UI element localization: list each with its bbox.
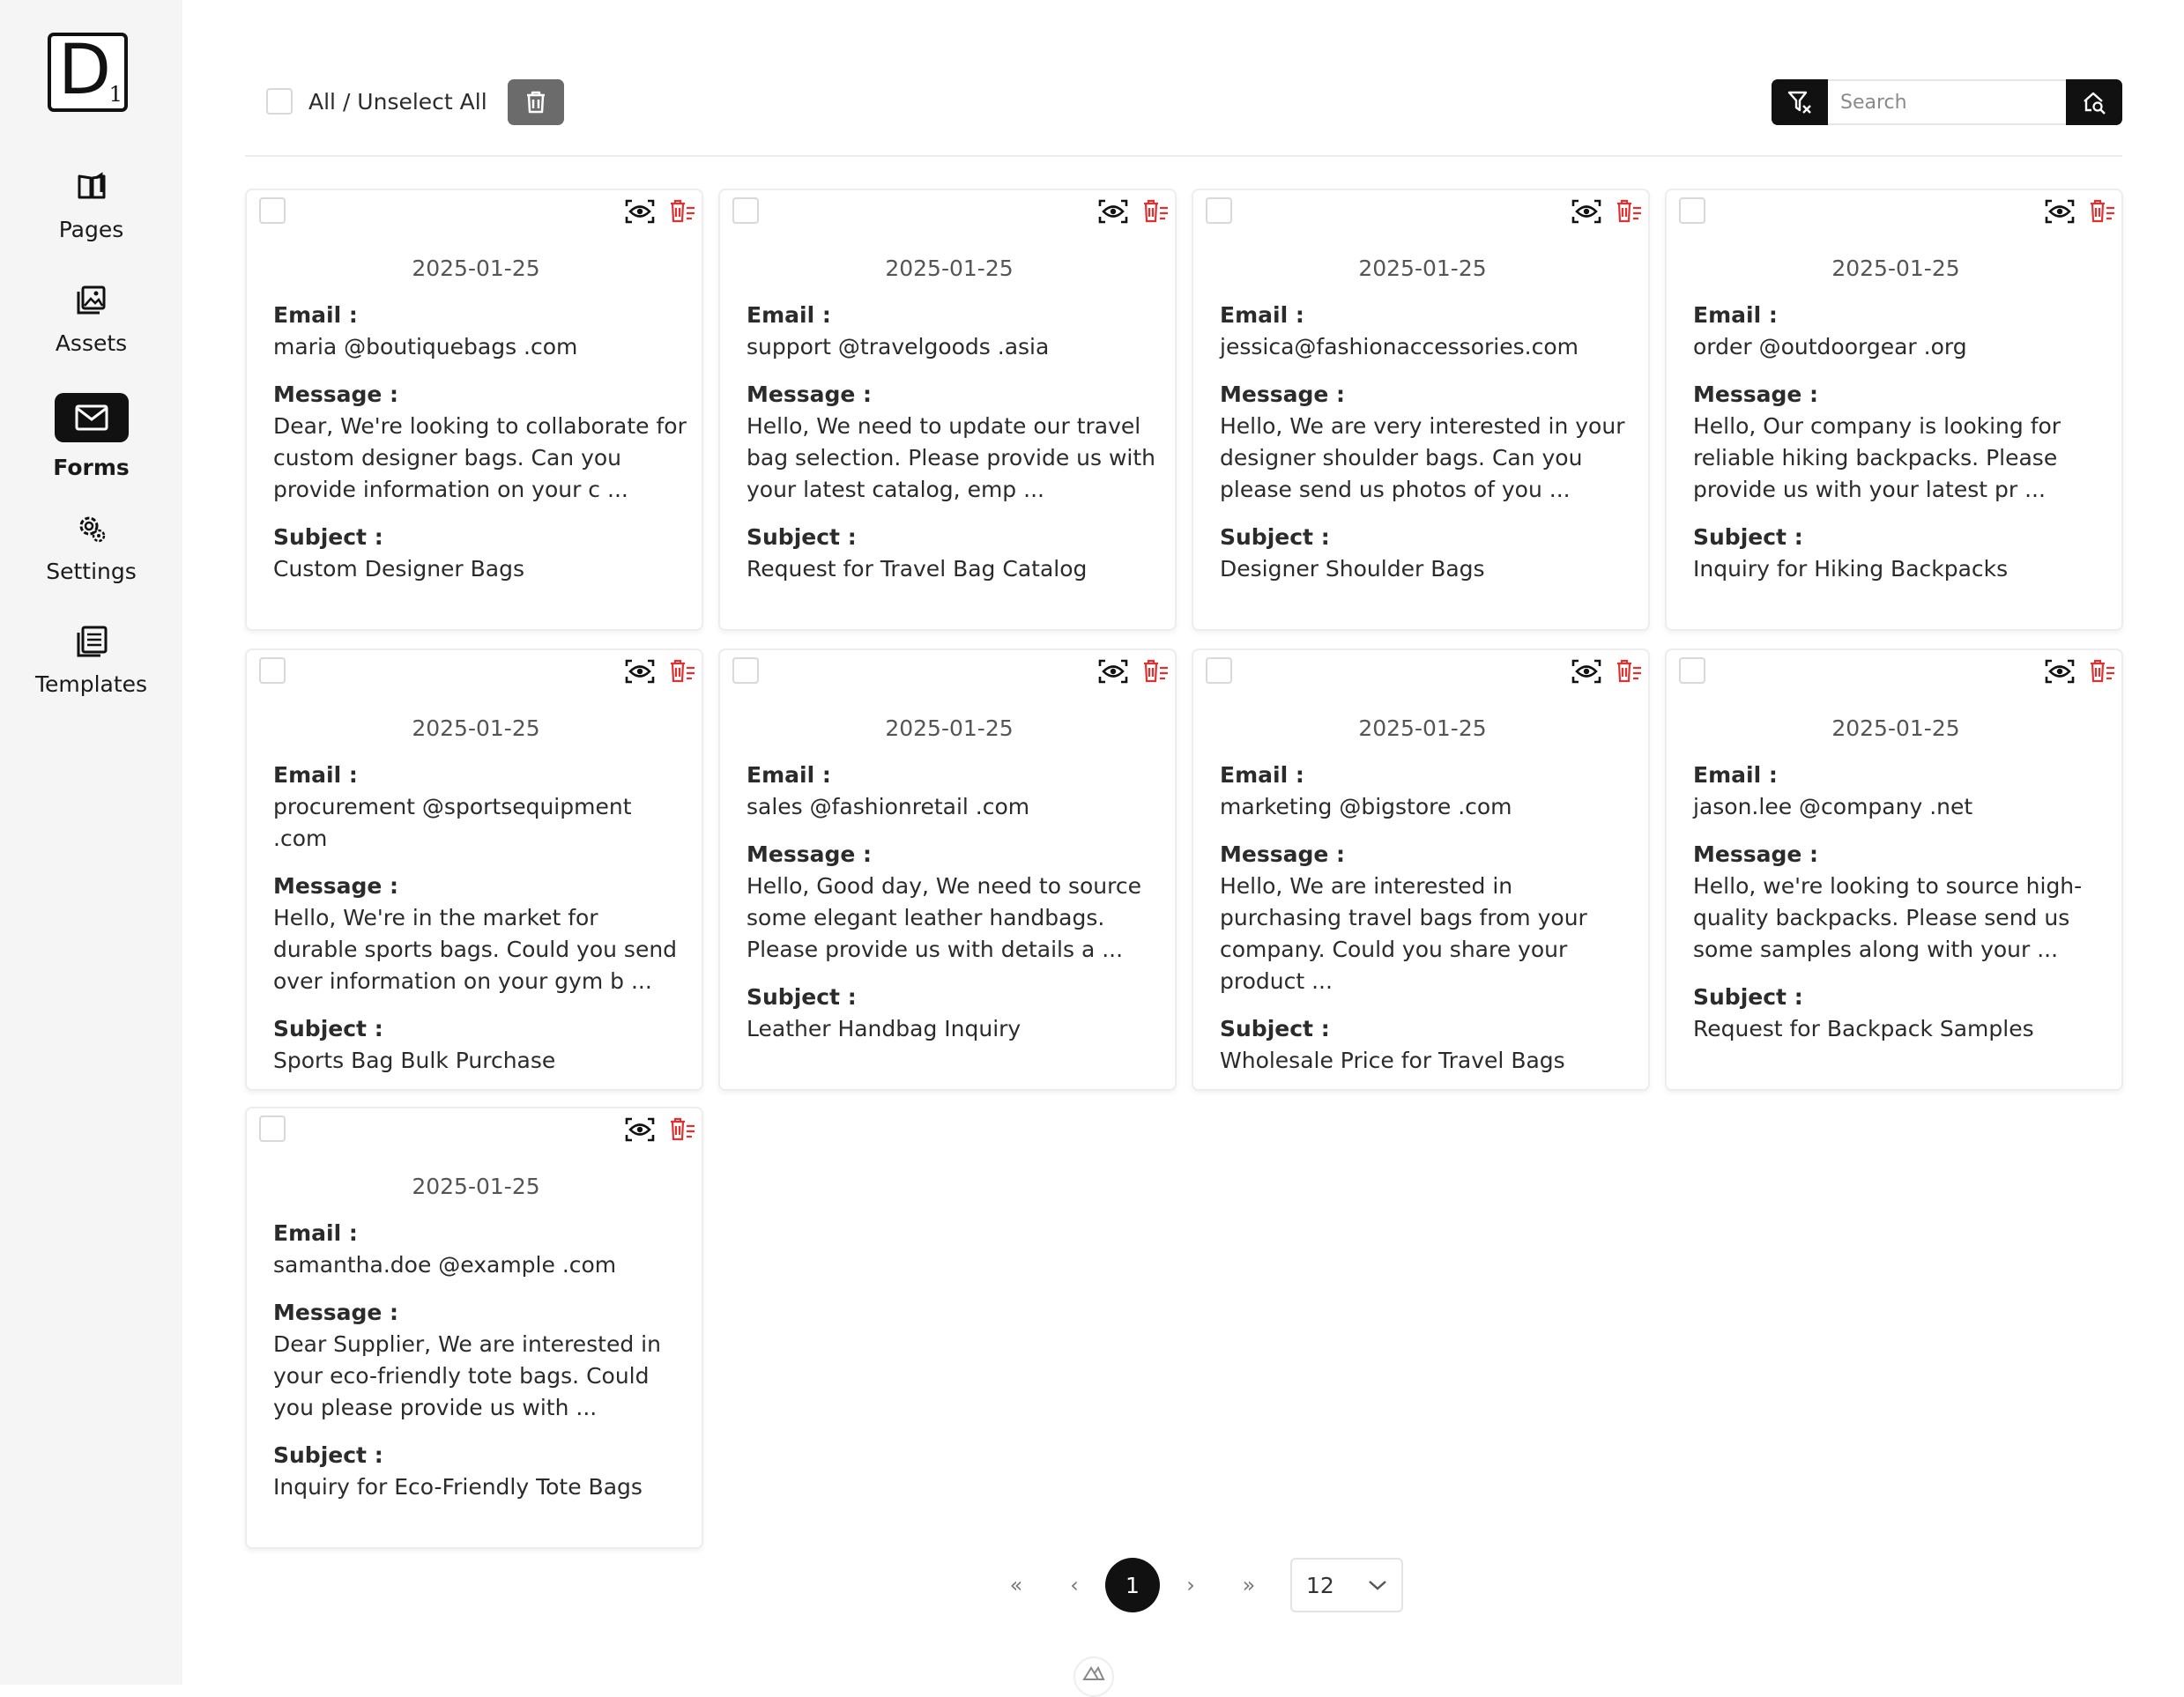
email-label: Email : [1220, 762, 1304, 788]
card-date: 2025-01-25 [1831, 256, 1960, 281]
submission-card[interactable] [718, 189, 1177, 631]
delete-icon[interactable] [2088, 197, 2116, 226]
message-label: Message : [1220, 841, 1346, 867]
card-body [747, 760, 1161, 1061]
card-subject: Sports Bag Bulk Purchase [273, 1048, 556, 1073]
email-label: Email : [273, 1220, 358, 1246]
pagination [987, 1558, 1403, 1612]
delete-icon[interactable] [1615, 657, 1643, 685]
bulk-delete-button[interactable] [508, 79, 564, 125]
view-icon[interactable] [1571, 196, 1602, 227]
card-subject: Inquiry for Hiking Backpacks [1693, 556, 2009, 582]
select-all-checkbox[interactable] [266, 88, 293, 115]
gear-icon [74, 511, 109, 546]
card-body [273, 760, 687, 1093]
next-page-button[interactable]: › [1186, 1573, 1195, 1597]
first-page-button[interactable]: « [1009, 1573, 1023, 1597]
per-page-select[interactable] [1290, 1558, 1403, 1612]
submission-card[interactable] [1665, 189, 2123, 631]
card-message: Hello, We need to update our travel bag selection. Please provide us with your latest catalog, emp ... [747, 413, 1156, 502]
card-email: maria @boutiquebags .com [273, 334, 578, 359]
subject-label: Subject : [1220, 524, 1330, 550]
card-date: 2025-01-25 [1358, 715, 1487, 741]
search-icon [2081, 89, 2107, 115]
sidebar-item-settings[interactable] [0, 511, 182, 584]
nuxt-devtools-icon[interactable] [1073, 1656, 1114, 1697]
card-body [1220, 760, 1634, 1093]
card-subject: Request for Travel Bag Catalog [747, 556, 1088, 582]
delete-icon[interactable] [1141, 657, 1170, 685]
sidebar-item-pages[interactable] [0, 169, 182, 242]
card-body [747, 300, 1161, 601]
card-date: 2025-01-25 [885, 715, 1014, 741]
card-email: marketing @bigstore .com [1220, 794, 1512, 819]
card-body [273, 1218, 687, 1519]
subject-label: Subject : [1220, 1016, 1330, 1041]
delete-icon[interactable] [2088, 657, 2116, 685]
select-all-label: All / Unselect All [308, 88, 487, 115]
filter-clear-icon [1787, 89, 1813, 115]
view-icon[interactable] [2044, 656, 2076, 687]
card-checkbox[interactable] [732, 657, 759, 684]
message-label: Message : [747, 841, 873, 867]
submission-card[interactable] [245, 1107, 703, 1549]
sidebar-item-label: Forms [53, 455, 130, 480]
subject-label: Subject : [273, 524, 383, 550]
card-checkbox[interactable] [259, 657, 286, 684]
prev-page-button[interactable]: ‹ [1070, 1573, 1079, 1597]
message-label: Message : [1220, 382, 1346, 407]
image-gallery-icon [74, 283, 109, 318]
card-date: 2025-01-25 [885, 256, 1014, 281]
submission-card[interactable] [245, 189, 703, 631]
card-email: support @travelgoods .asia [747, 334, 1050, 359]
sidebar-item-assets[interactable] [0, 283, 182, 356]
card-date: 2025-01-25 [1831, 715, 1960, 741]
clear-filter-button[interactable] [1772, 79, 1828, 125]
card-subject: Wholesale Price for Travel Bags [1220, 1048, 1565, 1073]
card-email: order @outdoorgear .org [1693, 334, 1967, 359]
card-date: 2025-01-25 [412, 256, 540, 281]
document-list-icon [74, 624, 109, 659]
card-subject: Designer Shoulder Bags [1220, 556, 1485, 582]
subject-label: Subject : [273, 1442, 383, 1468]
submission-card[interactable] [1665, 648, 2123, 1091]
card-email: samantha.doe @example .com [273, 1252, 617, 1278]
sidebar-item-label: Templates [34, 671, 148, 697]
subject-label: Subject : [273, 1016, 383, 1041]
message-label: Message : [273, 1300, 399, 1325]
search-button[interactable] [2066, 79, 2122, 125]
delete-icon[interactable] [668, 1115, 696, 1144]
delete-icon[interactable] [668, 657, 696, 685]
message-label: Message : [273, 382, 399, 407]
card-body [273, 300, 687, 601]
subject-label: Subject : [747, 524, 857, 550]
card-checkbox[interactable] [259, 1115, 286, 1142]
sidebar-item-forms[interactable] [0, 393, 182, 480]
card-message: Hello, We're in the market for durable sports bags. Could you send over information on your gym b ... [273, 905, 678, 994]
email-label: Email : [747, 762, 831, 788]
card-message: Hello, We are very interested in your designer shoulder bags. Can you please send us photos of you ... [1220, 413, 1625, 502]
card-checkbox[interactable] [1206, 657, 1232, 684]
book-open-icon [74, 169, 109, 204]
search-bar [1772, 79, 2122, 125]
sidebar-item-templates[interactable] [0, 624, 182, 697]
email-label: Email : [747, 302, 831, 328]
delete-icon[interactable] [1141, 197, 1170, 226]
delete-icon[interactable] [1615, 197, 1643, 226]
card-message: Dear Supplier, We are interested in your eco-friendly tote bags. Could you please provide us with ... [273, 1331, 661, 1420]
email-label: Email : [1693, 762, 1778, 788]
card-email: sales @fashionretail .com [747, 794, 1030, 819]
view-icon[interactable] [1097, 196, 1129, 227]
delete-icon[interactable] [668, 197, 696, 226]
card-body [1693, 300, 2107, 601]
message-label: Message : [1693, 382, 1819, 407]
search-input[interactable] [1828, 79, 2066, 125]
card-subject: Custom Designer Bags [273, 556, 525, 582]
email-label: Email : [273, 302, 358, 328]
email-label: Email : [273, 762, 358, 788]
email-label: Email : [1693, 302, 1778, 328]
toolbar [245, 79, 2122, 134]
message-label: Message : [747, 382, 873, 407]
select-all-control[interactable] [266, 88, 487, 115]
view-icon[interactable] [2044, 196, 2076, 227]
card-message: Hello, Good day, We need to source some elegant leather handbags. Please provide us with details a ... [747, 873, 1141, 962]
sidebar [0, 0, 182, 1685]
view-icon[interactable] [624, 1114, 656, 1145]
logo-letter: D [58, 31, 112, 110]
trash-icon [524, 90, 547, 115]
card-message: Hello, Our company is looking for reliable hiking backpacks. Please provide us with your latest pr ... [1693, 413, 2061, 502]
card-checkbox[interactable] [259, 197, 286, 224]
card-message: Hello, we're looking to source high-quality backpacks. Please send us some samples along with your ... [1693, 873, 2083, 962]
card-email: jason.lee @company .net [1693, 794, 1973, 819]
card-subject: Leather Handbag Inquiry [747, 1016, 1021, 1041]
view-icon[interactable] [1097, 656, 1129, 687]
message-label: Message : [1693, 841, 1819, 867]
email-label: Email : [1220, 302, 1304, 328]
subject-label: Subject : [1693, 984, 1803, 1010]
card-date: 2025-01-25 [412, 715, 540, 741]
submission-card[interactable] [718, 648, 1177, 1091]
card-date: 2025-01-25 [412, 1174, 540, 1199]
message-label: Message : [273, 873, 399, 899]
view-icon[interactable] [624, 656, 656, 687]
card-body [1220, 300, 1634, 601]
card-checkbox[interactable] [1206, 197, 1232, 224]
subject-label: Subject : [747, 984, 857, 1010]
card-checkbox[interactable] [1679, 197, 1705, 224]
logo-subscript: 1 [108, 82, 123, 107]
submission-card[interactable] [1192, 648, 1650, 1091]
current-page[interactable]: 1 [1105, 1558, 1160, 1612]
active-indicator [55, 393, 129, 442]
sidebar-item-label: Pages [58, 217, 124, 242]
mountain-logo-icon [1082, 1665, 1105, 1681]
card-message: Dear, We're looking to collaborate for custom designer bags. Can you provide information on your c ... [273, 413, 687, 502]
sidebar-item-label: Assets [55, 330, 128, 356]
card-checkbox[interactable] [732, 197, 759, 224]
mail-icon [74, 400, 109, 435]
card-body [1693, 760, 2107, 1061]
submission-card[interactable] [1192, 189, 1650, 631]
card-checkbox[interactable] [1679, 657, 1705, 684]
view-icon[interactable] [1571, 656, 1602, 687]
submission-card[interactable] [245, 648, 703, 1091]
app-logo[interactable] [48, 33, 128, 112]
sidebar-item-label: Settings [46, 559, 137, 584]
card-email: procurement @sportsequipment .com [273, 794, 632, 851]
chevron-down-icon [1368, 1579, 1387, 1591]
card-subject: Request for Backpack Samples [1693, 1016, 2034, 1041]
per-page-value: 12 [1306, 1572, 1334, 1598]
card-email: jessica@fashionaccessories.com [1220, 334, 1579, 359]
card-message: Hello, We are interested in purchasing travel bags from your company. Could you share your product ... [1220, 873, 1587, 994]
card-subject: Inquiry for Eco-Friendly Tote Bags [273, 1474, 643, 1500]
view-icon[interactable] [624, 196, 656, 227]
subject-label: Subject : [1693, 524, 1803, 550]
card-date: 2025-01-25 [1358, 256, 1487, 281]
toolbar-divider [245, 155, 2122, 157]
last-page-button[interactable]: » [1242, 1573, 1256, 1597]
